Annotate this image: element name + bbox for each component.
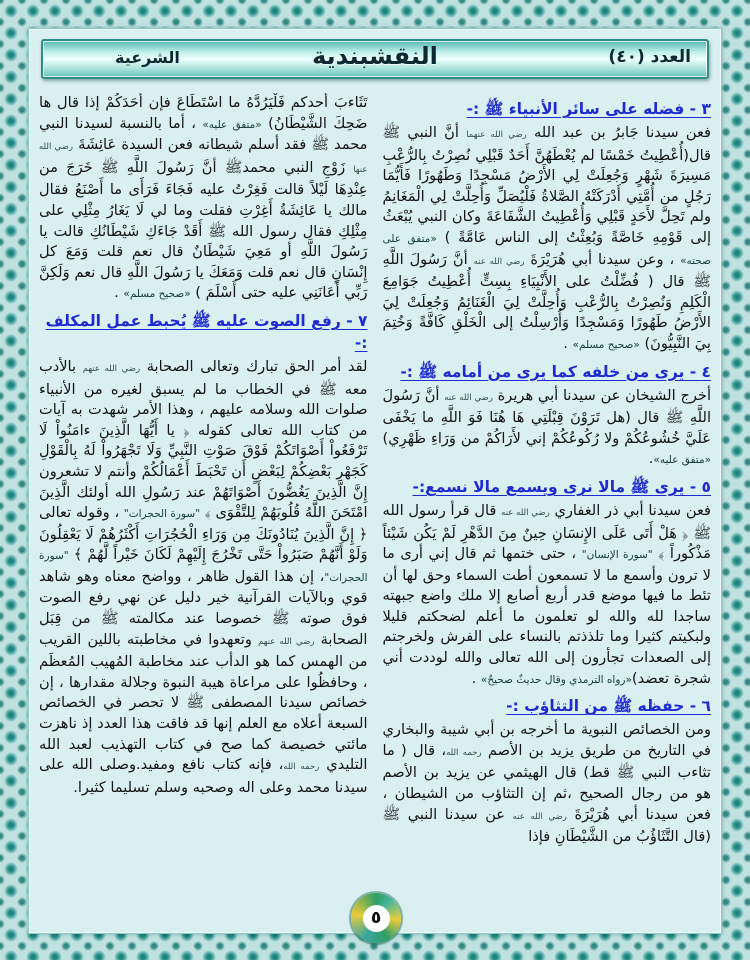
text-run: . [563, 334, 573, 352]
section-7-paragraph [39, 357, 368, 798]
text-run: ، قال ( ما تثاءب النبي ﷺ قط) قال الهيثمي عن يزيد بن الأصم هو من رجال الصحيح ،ثم إن التثاؤب من الشيطان ، فعن سيدنا أبي هُرَيْرَةَ [382, 741, 711, 823]
hadith-citation: «صحيح مسلم» [572, 338, 640, 351]
honorific-mark: رضي الله عنه [473, 256, 525, 267]
hadith-citation: "سورة الحجرات" [39, 550, 368, 584]
text-run: فعن سيدنا أبي ذر الغفاري [549, 501, 712, 519]
hadith-citation: «رواه الترمذي وقال حديثٌ صحيحٌ» [480, 673, 632, 686]
page-number-medallion [351, 893, 401, 943]
text-run: . [648, 450, 654, 468]
text-run: لقد أمر الحق تبارك وتعالى الصحابة [140, 357, 368, 375]
two-column-text [37, 93, 713, 921]
text-run: أنَّ رَسُولَ اللَّهِ ﷺ قال ( فُضِّلْتُ على الأَنْبِيَاءِ بِسِتٍّ أُعْطِيتُ جَوَامِعَ الْكَلِمِ وَنُصِرْتُ بِالرُّعْبِ وَأُحِلَّتْ لِيَ الْغَنَائِمُ وَجُعِلَتْ لِيَ الأَرْضُ طَهُورًا وَمَسْجِدًا وَأُرْسِلْتُ إلى الْخَلْقِ كَافَّةً وَخُتِمَ بِيَ النَّبِيُّونَ) [382, 250, 711, 352]
column-right [383, 93, 712, 921]
text-run: بالأدب معه ﷺ في الخطاب ما لم يسبق لغيره من الأنبياء صلوات الله وسلامه عليهم ، وهذا الأمر شهدت به آيات من كتاب الله تعالى كقوله ﴿ يا أَيُّهَا الَّذِينَ ءامَنُواْ لَا تَرْفَعُواْ أَصْوَاتَكُمْ فَوْقَ صَوْتِ النَّبِيِّ وَلَا تَجْهَرُواْ لَهُ بِالْقَوْلِ كَجَهْرِ بَعْضِكُمْ لِبَعْضٍ أَن تَحْبَطَ أَعْمَالُكُمْ وأنتم لا تشعرون إِنَّ الَّذِينَ يَغُضُّونَ أَصْوَاتَهُمْ عند رَسُولِ الله أولئك الَّذِينَ امْتَحَنَ اللَّهُ قُلُوبَهُمْ لِلتَّقْوَى ﴾ [39, 357, 368, 522]
page-header-bar [41, 39, 709, 79]
honorific-mark: رحمه الله [446, 747, 482, 758]
honorific-mark: رضي الله عنهم [258, 636, 315, 647]
hadith-citation: «متفق على صحته» [382, 232, 711, 267]
hadith-citation: "سورة الإنسان" [581, 549, 653, 562]
section-heading-6: ٦ - حفظه ﷺ من التثاؤب :- [506, 697, 711, 716]
section-heading-3: ٣ - فضله على سائر الأنبياء ﷺ :- [466, 100, 711, 118]
text-run: قال قرأ رسول الله ﷺ ﴿ هَلْ أَتَى عَلَى الإِنسَانِ حِينٌ مِنَ الدَّهْرِ لَمْ يَكُن شَيْئاً مَذْكُوراً ﴾ [382, 501, 711, 563]
page-content-area [28, 28, 722, 934]
section-6-continuation-paragraph [39, 93, 368, 305]
honorific-mark: رضي الله عنه [512, 811, 567, 822]
text-run: تَثَاءبَ أحدكم فَلْيَرُدَّهُ ما اسْتَطَاعَ فإن أَحَدَكُمْ إذا قال ها ضَحِكَ الشَّيْطَانُ) [39, 94, 368, 132]
hadith-citation: «متفق عليه» [202, 118, 262, 131]
issue-number-label: العدد (٤٠) [608, 47, 691, 67]
text-run: . [471, 669, 481, 687]
page-number: ٥ [363, 905, 390, 932]
text-run: أنَّ رَسُولَ اللَّهِ ﷺ قال (هل تَرَوْنَ قِبْلَتِي هَا هُنَا فَوَ اللَّهِ ما يَخْفَى عَلَيَّ خُشُوعُكُمْ ولا رُكُوعُكُمْ إني لأَرَاكُمْ من وَرَاءِ ظَهْرِي) [382, 386, 711, 447]
text-run: ، فإنه كتاب نافع ومفيد.وصلى الله على سيدنا محمد وعلى اله وصحبه وسلم تسليما كثيرا. [39, 756, 368, 796]
section-4-paragraph [383, 386, 712, 471]
text-run: عن سيدنا النبي ﷺ (قال التَّثَاؤُبُ من الشَّيْطَانِ فإذا [382, 805, 711, 846]
section-6-paragraph [383, 720, 712, 848]
text-run: ، إن هذا القول ظاهر ، وواضح معناه وهو شاهد قوي وبالآيات القرآنية خير دليل عن نهي رفع الصوت فوق صوته ﷺ خصوصا عند مكالمته ﷺ من قِبَل الصحابة [39, 567, 368, 648]
text-run: أخرج الشيخان عن سيدنا أبي هريرة [492, 386, 711, 404]
honorific-mark: رضي الله عنه [501, 507, 550, 518]
honorific-mark: رضي الله عنه [444, 392, 493, 403]
honorific-mark: رضي الله عنهما [466, 130, 527, 140]
honorific-mark: رحمه الله [283, 762, 320, 773]
section-3-paragraph [383, 123, 712, 356]
section-heading-5: ٥ - يرى ﷺ مالا نرى ويسمع مالا نسمع:- [412, 477, 711, 496]
hadith-citation: «صحيح مسلم» [123, 288, 191, 301]
honorific-mark: رضي الله عنها [39, 142, 368, 175]
hadith-citation: "سورة الحجرات" [123, 508, 201, 521]
text-run: ، وقوله تعالى ﴿ إِنَّ الَّذِينَ يُنَادُونَكَ مِن وَرَاءِ الْحُجُرَاتِ أَكْثَرُهُمْ لَا يَعْقِلُونَ وَلَوْ أَنَّهُمْ صَبَرُواْ حَتَّى تَخْرُجَ إِلَيْهِمْ لَكَانَ خَيْراً لَّهُمْ ﴾ [39, 504, 368, 564]
text-run: زَوْجِ النبي محمدﷺ أنَّ رَسُولَ اللَّهِ ﷺ خَرَجَ من عِنْدِهَا لَيْلاً قالت فَغِرْتُ عليه فَجَاءَ فَرَأَى ما أَصْنَعُ فقال مالك يا عَائِشَةُ أَغِرْتِ فقلت وما لي لَا يَغَارُ مِثْلِي على مِثْلِكِ فقال رسول الله ﷺ أَقَدْ جَاءَكِ شَيْطَانُكِ قالت يا رَسُولَ اللَّهِ أو مَعِيَ شَيْطَانٌ قال نعم قلت وَمَعَ كل إِنْسَانٍ قال نعم قلت وَمَعَكَ يا رَسُولَ اللَّهِ قال نعم وَلَكِنَّ رَبِّي أَعَانَنِي عليه حتى أَسْلَمَ ) [39, 158, 368, 302]
text-run: . [114, 284, 124, 302]
section-rubric-label: الشرعية [115, 48, 180, 67]
section-heading-4: ٤ - يرى من خلفه كما يرى من أمامه ﷺ :- [400, 362, 711, 381]
magazine-title: النقشبندية [312, 42, 438, 70]
text-run: أنَّ النبي ﷺ قال(أُعْطِيتُ خَمْسًا لم يُعْطَهُنَّ أَحَدٌ قَبْلِي نُصِرْتُ بِالرُّعْبِ مَسِيرَةَ شَهْرٍ وَجُعِلَتْ لِي الأَرْضُ مَسْجِدًا وَطَهُورًا فَأَيُّمَا رَجُلٍ من أُمَّتِي أَدْرَكَتْهُ الصَّلاةُ فَلْيُصَلِّ وَأُحِلَّتْ لِي الْمَغَانِمُ ولم تَحِلَّ لأَحَدٍ قَبْلِي وَأُعْطِيتُ الشَّفَاعَةَ وكان النبي يُبْعَثُ إلى قَوْمِهِ خَاصَّةً وَبُعِثْتُ إلى الناس عَامَّةً ) [382, 124, 711, 246]
text-run: فعن سيدنا جَابرُ بن عبد الله [526, 124, 711, 141]
honorific-mark: رضي الله عنهم [82, 363, 141, 374]
section-heading-7: ٧ - رفع الصوت عليه ﷺ يُحبط عمل المكلف :- [45, 311, 368, 352]
text-run: ومن الخصائص النبوية ما أخرجه بن أبي شيبة والبخاري في التاريخ من طريق يزيد بن الأصم [382, 721, 711, 759]
section-5-paragraph [383, 501, 712, 690]
column-left [39, 93, 368, 921]
text-run: وتعهدوا في مخاطبته باللين القريب من الهمس كما هو الدأب عند مخاطبة المُهيب المُعظَم ، وحافظُوا على مراعاة هيبة النبوة وجلالة مقدارها ، إن خصائص سيدنا المصطفى ﷺ لا تحصر في الخصائص السبعة أعلاه مع العلم إنها قد فاقت هذا العدد إذ ناهزت مائتي خصيصة كما صح في كتاب التهذيب لعبد الله التليدي [39, 630, 368, 774]
text-run: ، وعن سيدنا أبي هُرَيْرَةَ [524, 250, 681, 268]
hadith-citation: «متفق عليه» [653, 454, 711, 467]
text-run: ، أما بالنسبة لسيدنا النبي محمد ﷺ فقد أسلم شيطانه فعن السيدة عَائِشَةَ [39, 114, 368, 154]
text-run: ، حتى ختمها ثم قال إني أرى ما لا ترون وأسمع ما لا تسمعون أطت السماء وحق لها أن تئط ما فيها موضع قدر أربع أصابع إلا ملك واضع جبهته ساجدا لله والله لو تعلمون ما أعلم لضحكتم قليلا ولبكيتم كثيرا وما تلذذتم بالنساء على الفرش ولخرجتم إلى الصعدات تجأرون إلى الله تعالى والله لوددت أني شجرة تعضد) [382, 545, 711, 687]
